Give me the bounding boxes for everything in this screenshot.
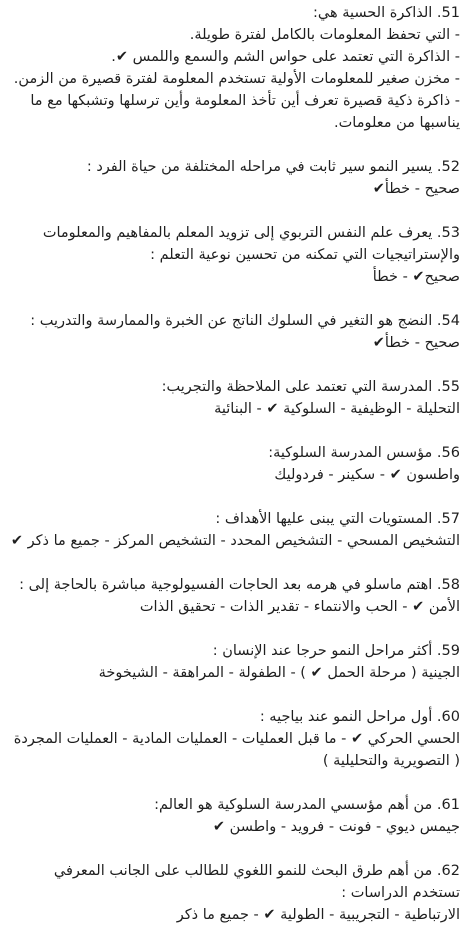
spacer [6,772,460,794]
question-text: 51. الذاكرة الحسية هي: [313,5,460,21]
question-57 [6,508,460,552]
question-54 [6,310,460,354]
answer-options: الارتباطية - التجريبية - الطولية ✔ - جميع ما ذكر [176,907,460,923]
answer-options: التشخيص المسحي - التشخيص المحدد - التشخيص المركز - جميع ما ذكر ✔ [10,533,460,549]
spacer [6,838,460,860]
spacer [6,618,460,640]
question-text: 53. يعرف علم النفس التربوي إلى تزويد المعلم بالمفاهيم والمعلومات والإستراتيجيات التي تمكنه من تحسين نوعية التعلم : [42,225,460,263]
answer-option: - ذاكرة ذكية قصيرة تعرف أين تأخذ المعلومة وأين ترسلها وتشبكها مع ما يناسبها من معلومات. [30,93,460,131]
question-60 [6,706,460,772]
question-59 [6,640,460,684]
answer-options: صحيح✔ - خطأ [372,269,460,285]
question-text: 52. يسير النمو سير ثابت في مراحله المختلفة من حياة الفرد : [86,159,460,175]
question-61 [6,794,460,838]
answer-options: الحسي الحركي ✔ - ما قبل العمليات - العمليات المادية - العمليات المجردة ( التصويرية والتحليلية ) [13,731,460,769]
question-text: 57. المستويات التي يبنى عليها الأهداف : [215,511,460,527]
question-51 [6,2,460,134]
question-text: 58. اهتم ماسلو في هرمه بعد الحاجات الفسيولوجية مباشرة بالحاجة إلى : [19,577,460,593]
question-text: 56. مؤسس المدرسة السلوكية: [268,445,460,461]
spacer [6,288,460,310]
answer-option: - الذاكرة التي تعتمد على حواس الشم والسمع واللمس ✔. [111,49,460,65]
answer-options: الجينية ( مرحلة الحمل ✔ ) - الطفولة - المراهقة - الشيخوخة [98,665,460,681]
spacer [6,200,460,222]
question-text: 59. أكثر مراحل النمو حرجا عند الإنسان : [212,643,460,659]
spacer [6,354,460,376]
answer-options: صحيح - خطأ✔ [372,181,460,197]
question-text: 54. النضج هو التغير في السلوك الناتج عن الخبرة والممارسة والتدريب : [30,313,460,329]
answer-option: - مخزن صغير للمعلومات الأولية تستخدم المعلومة لفترة قصيرة من الزمن. [13,71,460,87]
spacer [6,420,460,442]
spacer [6,134,460,156]
question-text: 61. من أهم مؤسسي المدرسة السلوكية هو العالم: [154,797,460,813]
answer-options: جيمس ديوي - فونت - فرويد - واطسن ✔ [212,819,460,835]
question-55 [6,376,460,420]
question-58 [6,574,460,618]
answer-options: الأمن ✔ - الحب والانتماء - تقدير الذات - تحقيق الذات [139,599,460,615]
question-text: 62. من أهم طرق البحث للنمو اللغوي للطالب على الجانب المعرفي تستخدم الدراسات : [53,863,460,901]
question-53 [6,222,460,288]
answer-options: التحليلة - الوظيفية - السلوكية ✔ - البنائية [214,401,460,417]
answer-options: صحيح - خطأ✔ [372,335,460,351]
spacer [6,486,460,508]
question-52 [6,156,460,200]
question-text: 55. المدرسة التي تعتمد على الملاحظة والتجريب: [161,379,460,395]
spacer [6,684,460,706]
question-text: 60. أول مراحل النمو عند بياجيه : [259,709,460,725]
spacer [6,552,460,574]
question-62 [6,860,460,926]
answer-options: واطسون ✔ - سكينر - فردوليك [274,467,460,483]
answer-option: - التي تحفظ المعلومات بالكامل لفترة طويلة. [189,27,460,43]
question-56 [6,442,460,486]
